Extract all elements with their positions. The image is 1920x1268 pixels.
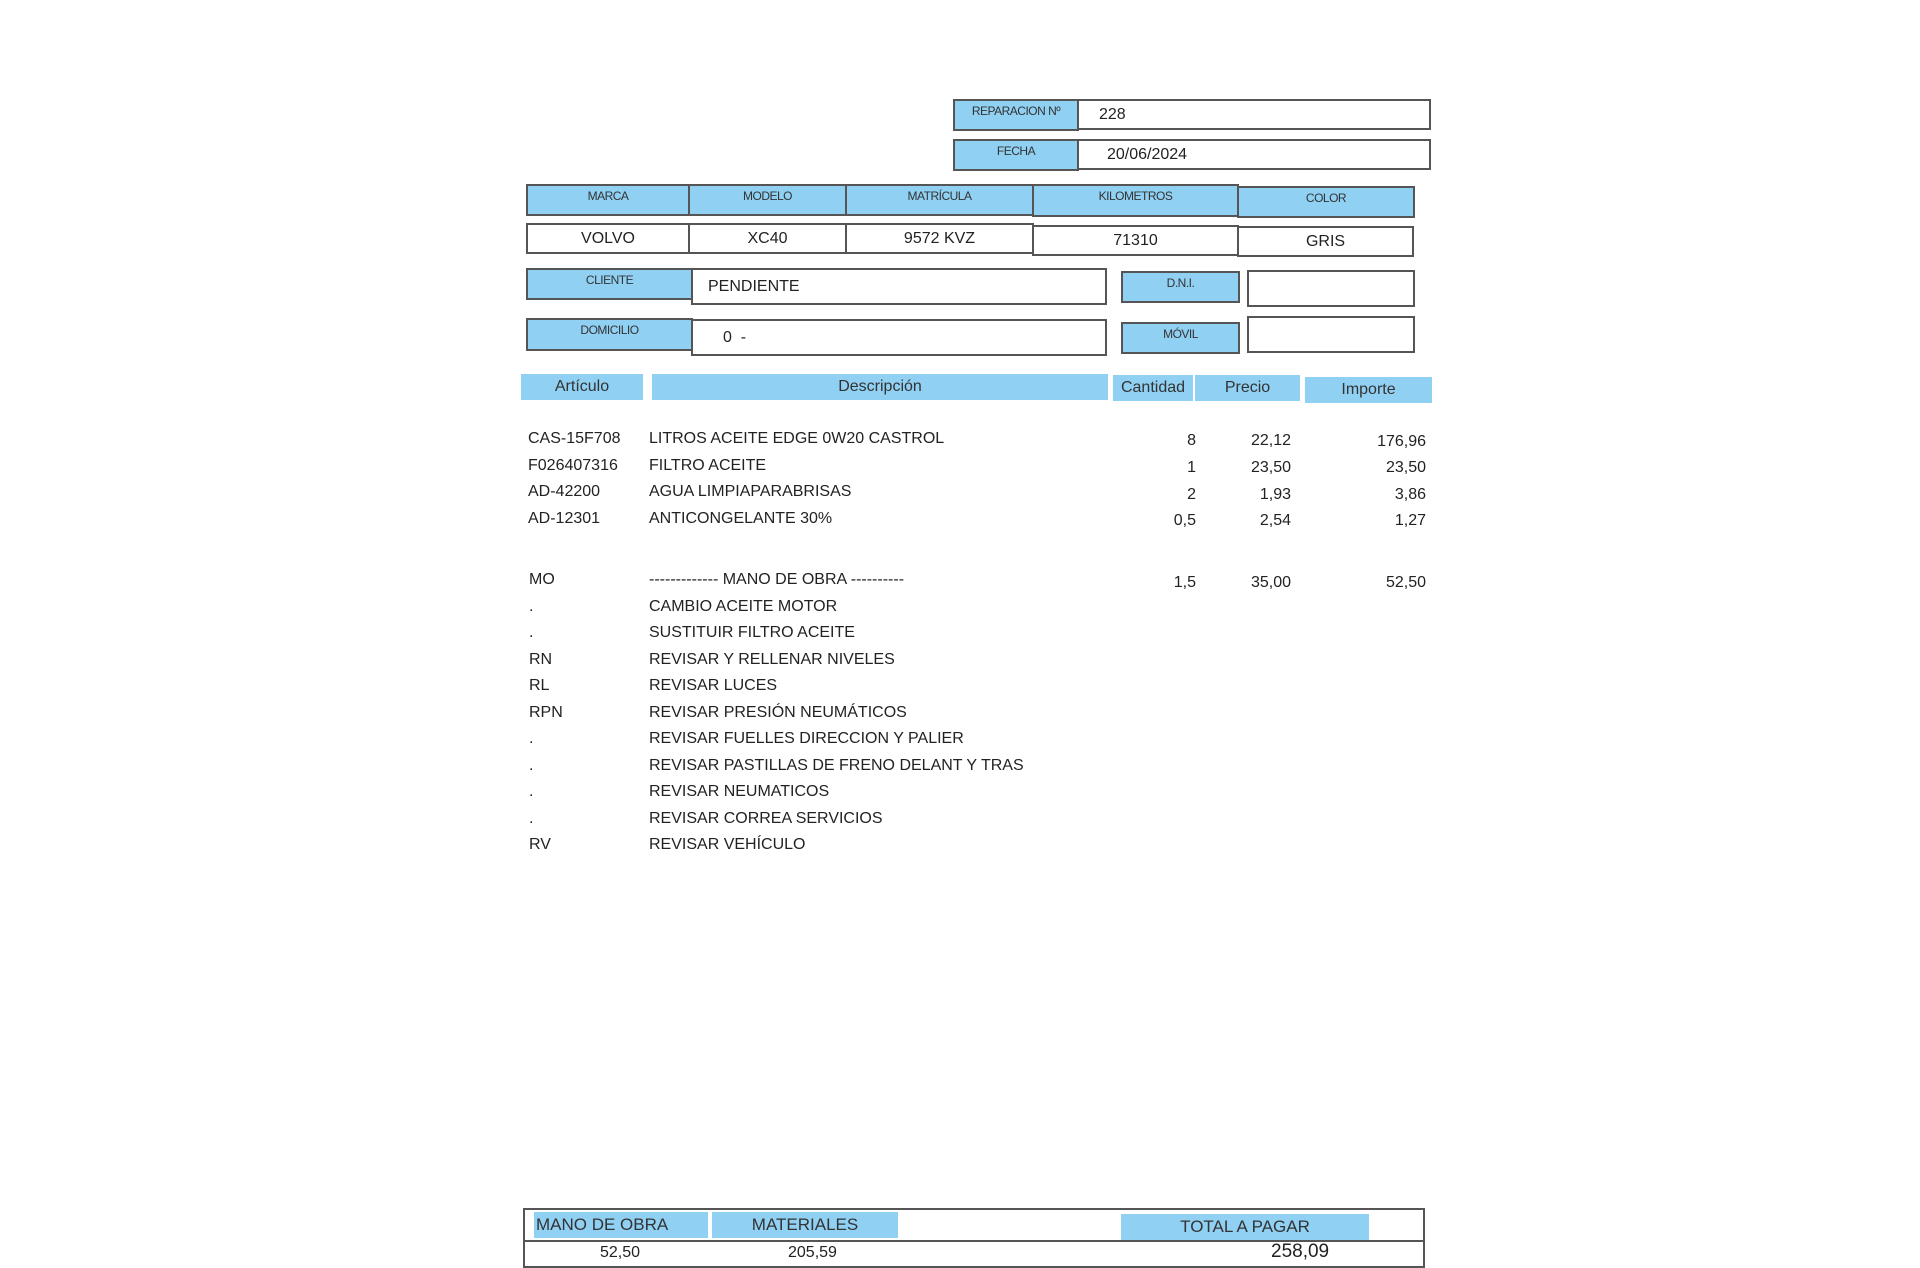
- item-price: 1,93: [1259, 486, 1291, 503]
- date-label: FECHA: [953, 139, 1079, 171]
- item-price: 23,50: [1250, 459, 1291, 476]
- model-label: MODELO: [688, 184, 847, 216]
- task-code: .: [529, 730, 534, 747]
- mobile-label: MÓVIL: [1121, 322, 1240, 354]
- date-field: 20/06/2024: [1077, 139, 1431, 170]
- col-header-quantity: Cantidad: [1113, 375, 1193, 401]
- task-code: RPN: [529, 704, 563, 721]
- task-description: SUSTITUIR FILTRO ACEITE: [649, 624, 855, 641]
- item-price: 2,54: [1259, 512, 1291, 529]
- repair-number-field: 228: [1077, 99, 1431, 130]
- task-code: .: [529, 624, 534, 641]
- labor-total-value: 52,50: [600, 1244, 641, 1261]
- item-amount: 176,96: [1377, 433, 1426, 450]
- materials-total-label: MATERIALES: [712, 1212, 898, 1238]
- task-description: REVISAR PASTILLAS DE FRENO DELANT Y TRAS: [649, 757, 1024, 774]
- col-header-article: Artículo: [521, 374, 643, 400]
- task-code: .: [529, 783, 534, 800]
- task-code: .: [529, 810, 534, 827]
- address-label: DOMICILIO: [526, 318, 693, 351]
- item-quantity: 1: [1187, 459, 1196, 476]
- client-field: PENDIENTE: [691, 268, 1107, 305]
- grand-total-value: 258,09: [1271, 1241, 1330, 1262]
- task-code: .: [529, 757, 534, 774]
- item-quantity: 2: [1187, 486, 1196, 503]
- labor-price: 35,00: [1250, 574, 1291, 591]
- item-article: CAS-15F708: [528, 430, 621, 447]
- item-description: AGUA LIMPIAPARABRISAS: [649, 483, 852, 500]
- repair-number-label: REPARACION Nº: [953, 99, 1079, 131]
- brand-value: VOLVO: [526, 223, 690, 254]
- item-quantity: 0,5: [1173, 512, 1196, 529]
- task-description: REVISAR LUCES: [649, 677, 778, 694]
- item-article: F026407316: [528, 457, 618, 474]
- task-code: RL: [529, 677, 550, 694]
- address-field: 0 -: [691, 319, 1107, 356]
- task-description: CAMBIO ACEITE MOTOR: [649, 598, 838, 615]
- task-code: RV: [529, 836, 551, 853]
- item-amount: 3,86: [1394, 486, 1426, 503]
- item-description: ANTICONGELANTE 30%: [649, 510, 833, 527]
- item-price: 22,12: [1250, 432, 1291, 449]
- grand-total-label: TOTAL A PAGAR: [1121, 1214, 1369, 1240]
- labor-quantity: 1,5: [1173, 574, 1196, 591]
- task-code: .: [529, 598, 534, 615]
- labor-article: MO: [529, 571, 555, 588]
- client-label: CLIENTE: [526, 268, 693, 300]
- km-value: 71310: [1032, 225, 1239, 256]
- color-label: COLOR: [1237, 186, 1415, 218]
- task-description: REVISAR Y RELLENAR NIVELES: [649, 651, 895, 668]
- plate-value: 9572 KVZ: [845, 223, 1034, 254]
- col-header-price: Precio: [1195, 375, 1300, 401]
- item-description: FILTRO ACEITE: [649, 457, 767, 474]
- task-description: REVISAR CORREA SERVICIOS: [649, 810, 883, 827]
- mobile-field: [1247, 316, 1415, 353]
- model-value: XC40: [688, 223, 847, 254]
- item-quantity: 8: [1187, 432, 1196, 449]
- item-article: AD-12301: [528, 510, 601, 527]
- labor-description: ------------- MANO DE OBRA ----------: [649, 571, 905, 588]
- item-description: LITROS ACEITE EDGE 0W20 CASTROL: [649, 430, 945, 447]
- km-label: KILOMETROS: [1032, 184, 1239, 217]
- brand-label: MARCA: [526, 184, 690, 216]
- item-amount: 23,50: [1385, 459, 1426, 476]
- labor-amount: 52,50: [1385, 574, 1426, 591]
- task-description: REVISAR PRESIÓN NEUMÁTICOS: [649, 704, 907, 721]
- item-amount: 1,27: [1394, 512, 1426, 529]
- color-value: GRIS: [1237, 226, 1414, 257]
- labor-total-label: MANO DE OBRA: [534, 1212, 708, 1238]
- dni-label: D.N.I.: [1121, 271, 1240, 303]
- col-header-amount: Importe: [1305, 377, 1432, 403]
- dni-field: [1247, 270, 1415, 307]
- col-header-description: Descripción: [652, 374, 1108, 400]
- task-description: REVISAR NEUMATICOS: [649, 783, 830, 800]
- task-code: RN: [529, 651, 553, 668]
- task-description: REVISAR VEHÍCULO: [649, 836, 806, 853]
- task-description: REVISAR FUELLES DIRECCION Y PALIER: [649, 730, 964, 747]
- item-article: AD-42200: [528, 483, 601, 500]
- materials-total-value: 205,59: [788, 1244, 837, 1261]
- plate-label: MATRÍCULA: [845, 184, 1034, 216]
